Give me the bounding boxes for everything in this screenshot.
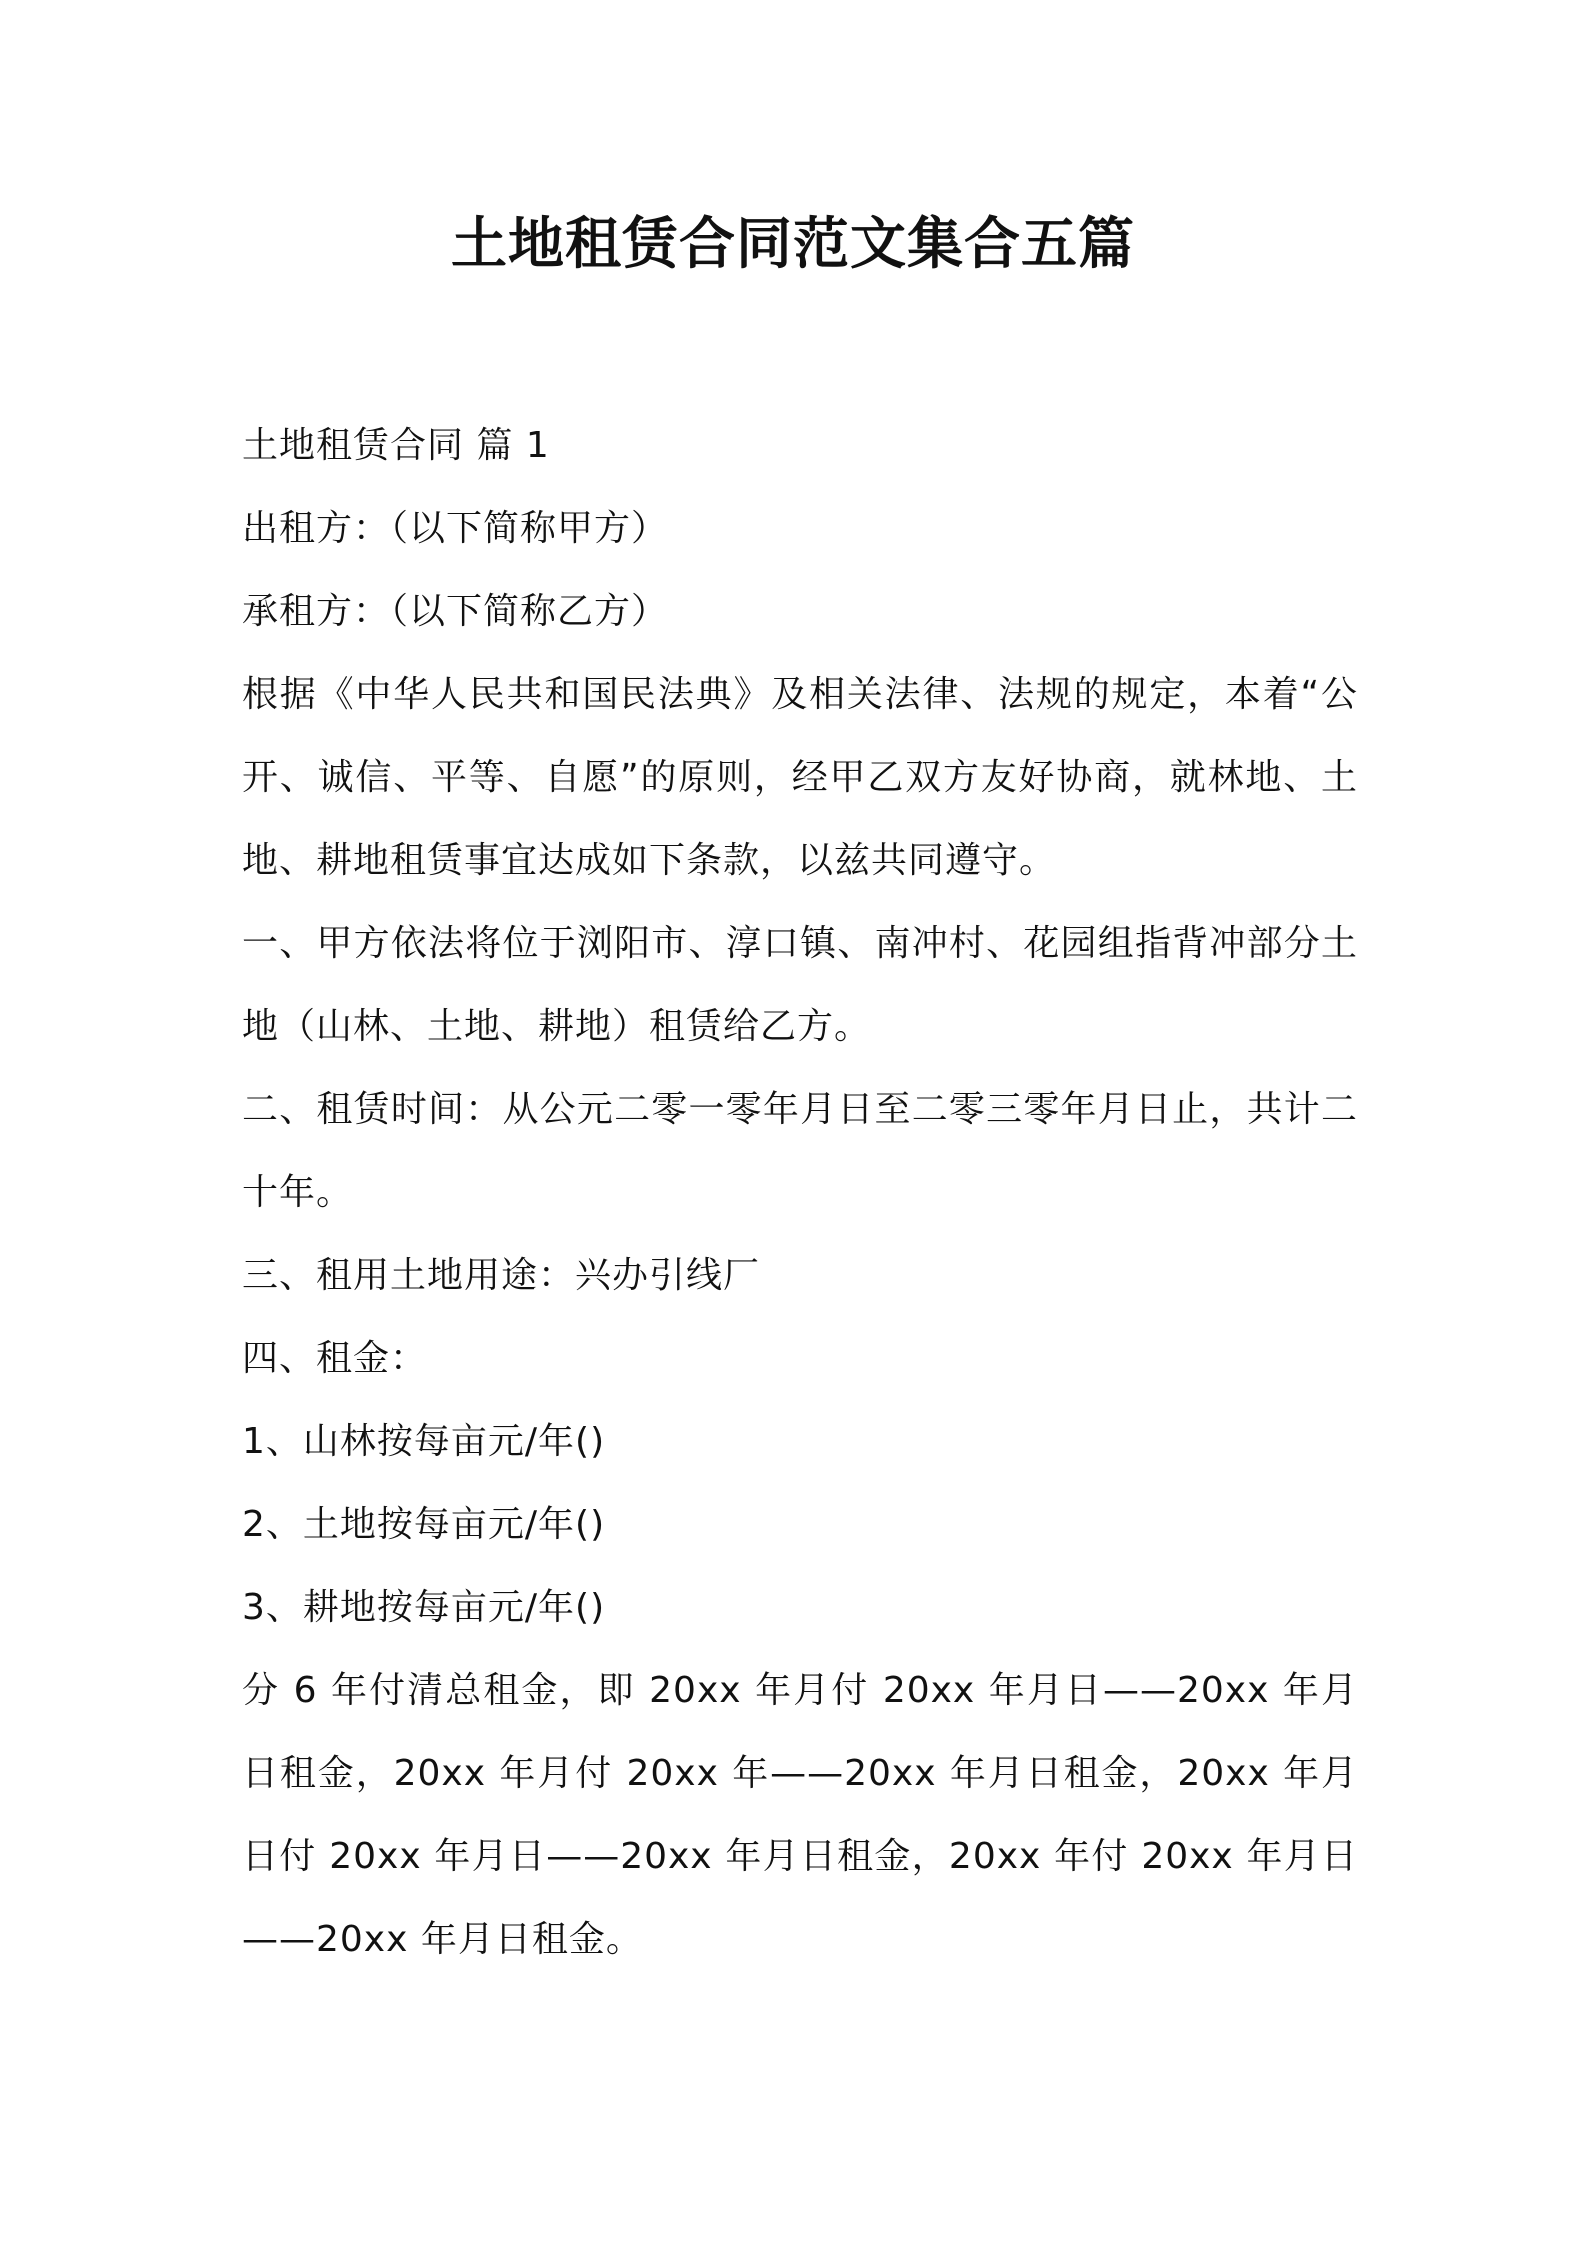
clause-1: 一、甲方依法将位于浏阳市、淳口镇、南冲村、花园组指背冲部分土地（山林、土地、耕地）租赁给乙方。 xyxy=(242,923,1358,1047)
lessor-line: 出租方：（以下简称甲方） xyxy=(242,508,669,549)
contract-heading: 土地租赁合同 篇 1 xyxy=(242,425,550,466)
rent-item-3: 3、耕地按每亩元/年() xyxy=(242,1587,606,1628)
rent-item-1: 1、山林按每亩元/年() xyxy=(242,1421,606,1462)
document-title: 土地租赁合同范文集合五篇 xyxy=(451,212,1135,277)
preamble-paragraph: 根据《中华人民共和国民法典》及相关法律、法规的规定，本着“公开、诚信、平等、自愿”的原则，经甲乙双方友好协商，就林地、土地、耕地租赁事宜达成如下条款，以兹共同遵守。 xyxy=(242,674,1358,881)
payment-schedule-paragraph: 分 6 年付清总租金，即 20xx 年月付 20xx 年月日——20xx 年月日租金，20xx 年月付 20xx 年——20xx 年月日租金，20xx 年月日付 20xx 年月日——20xx 年月日租金，20xx 年付 20xx 年月日——20xx 年月日租金。 xyxy=(242,1670,1358,1960)
clause-4-heading: 四、租金： xyxy=(242,1338,428,1379)
document-body xyxy=(242,404,1358,1981)
lessee-line: 承租方：（以下简称乙方） xyxy=(242,591,669,632)
clause-2: 二、租赁时间：从公元二零一零年月日至二零三零年月日止，共计二十年。 xyxy=(242,1089,1358,1213)
clause-3: 三、租用土地用途：兴办引线厂 xyxy=(242,1255,761,1296)
rent-item-2: 2、土地按每亩元/年() xyxy=(242,1504,606,1545)
